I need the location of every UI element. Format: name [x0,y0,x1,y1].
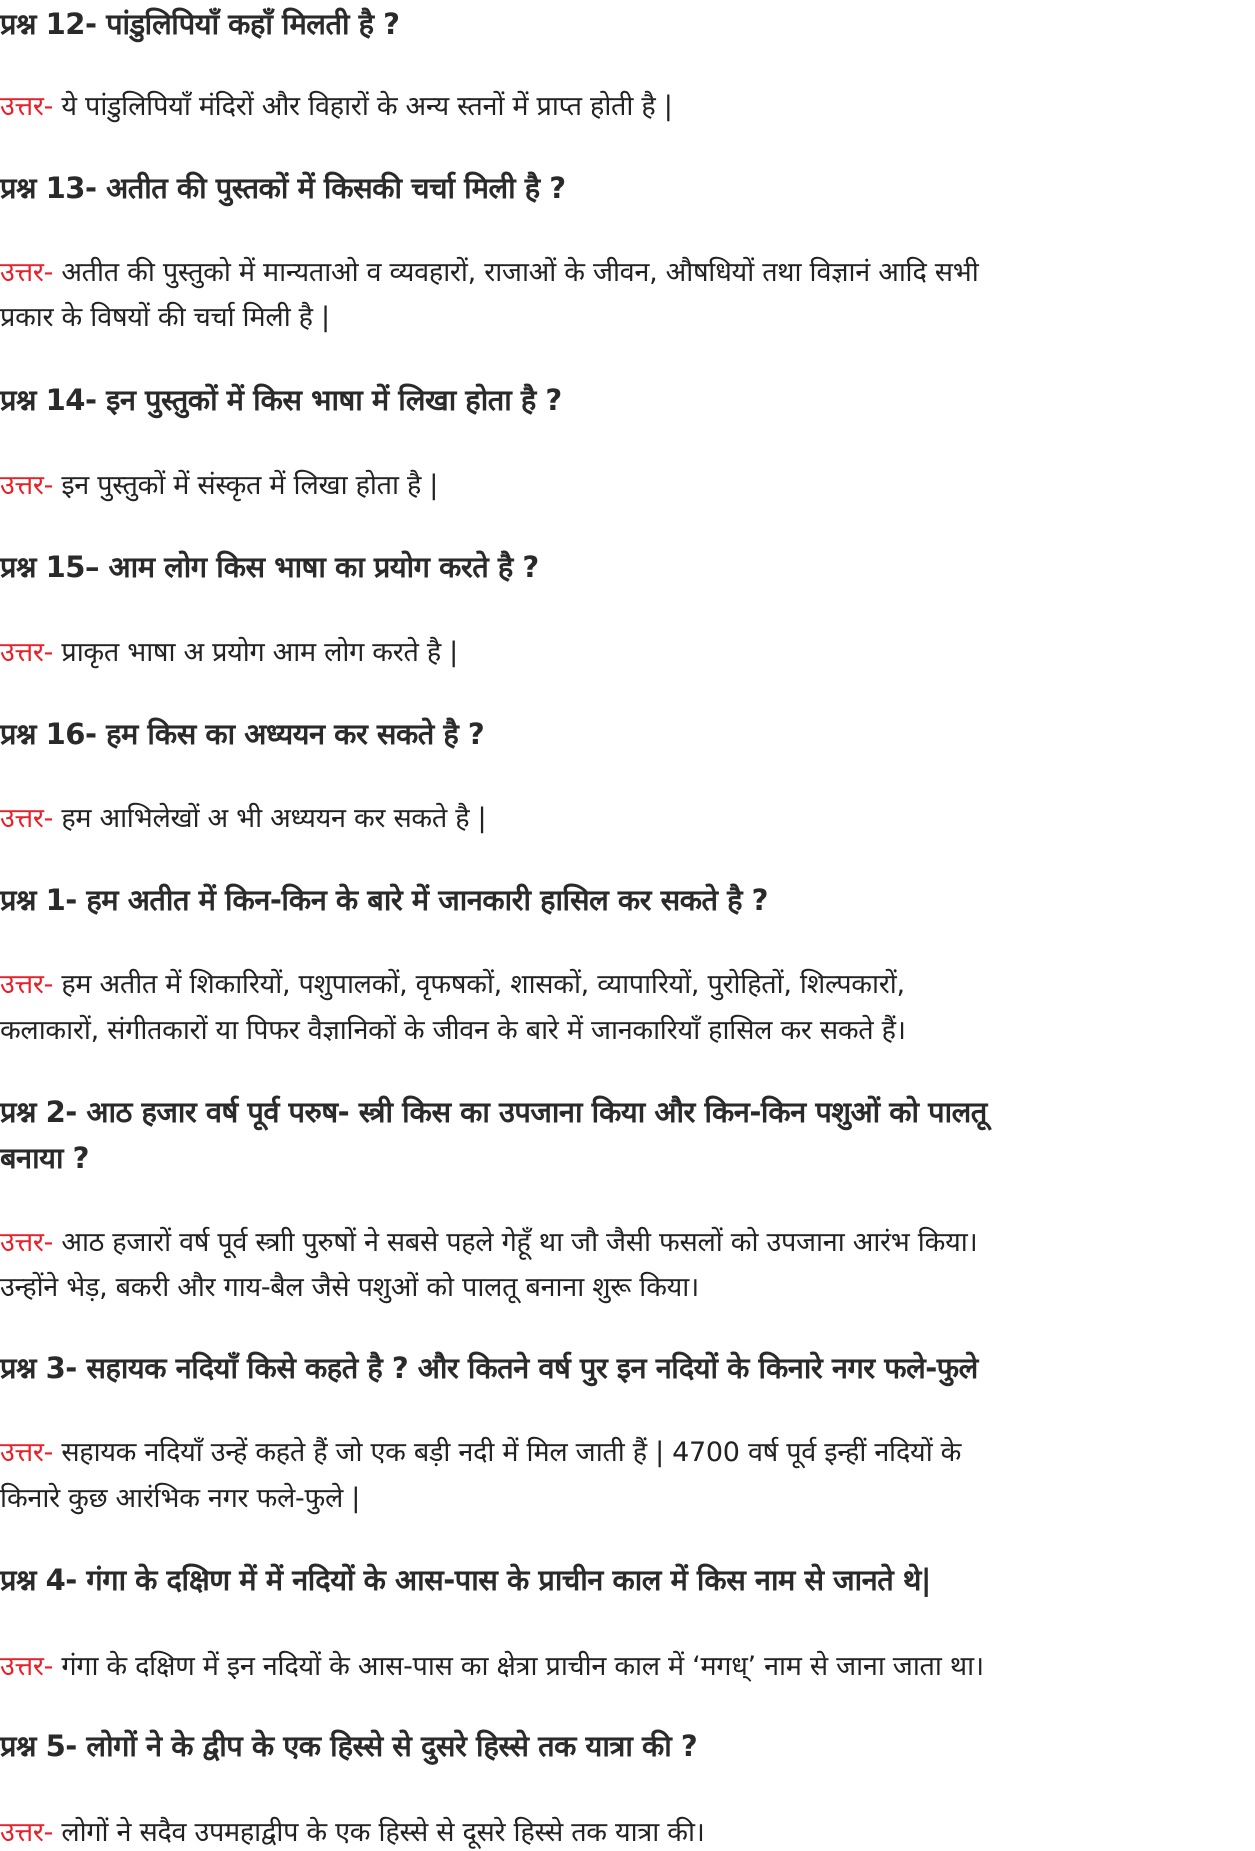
question-5: प्रश्न 5- लोगों ने के द्वीप के एक हिस्से से दुसरे हिस्से तक यात्रा की ? [0,1729,698,1763]
answer-text: हम आभिलेखों अ भी अध्ययन कर सकते है | [61,803,487,834]
answer-13 [0,252,978,289]
answer-3 [0,1432,961,1469]
answer-4 [0,1646,984,1683]
question-16: प्रश्न 16- हम किस का अध्ययन कर सकते है ? [0,717,485,751]
answer-label: उत्तर- [0,637,54,668]
answer-2 [0,1222,977,1259]
question-14: प्रश्न 14- इन पुस्तुकों में किस भाषा में लिखा होता है ? [0,383,562,417]
answer-16 [0,798,486,835]
answer-label: उत्तर- [0,1651,54,1682]
answer-15 [0,632,458,669]
question-3: प्रश्न 3- सहायक नदियाँ किसे कहते है ? और कितने वर्ष पुर इन नदियों के किनारे नगर फले-फुले [0,1351,978,1385]
answer-label: उत्तर- [0,1437,54,1468]
answer-text: सहायक नदियाँ उन्हें कहते हैं जो एक बड़ी नदी में मिल जाती हैं | 4700 वर्ष पूर्व इन्हीं नदियों के [61,1437,962,1468]
answer-label: उत्तर- [0,257,54,288]
question-4: प्रश्न 4- गंगा के दक्षिण में में नदियों के आस-पास के प्राचीन काल में किस नाम से जानते थे| [0,1563,932,1597]
answer-label: उत्तर- [0,1817,54,1848]
answer-label: उत्तर- [0,969,54,1000]
answer-text: ये पांडुलिपियाँ मंदिरों और विहारों के अन्य स्तनों में प्राप्त होती है | [61,91,673,122]
answer-5 [0,1812,705,1849]
answer-3-line2: किनारे कुछ आरंभिक नगर फले-फुले | [0,1483,361,1514]
answer-13-line2: प्रकार के विषयों की चर्चा मिली है | [0,302,330,333]
answer-label: उत्तर- [0,803,54,834]
question-12: प्रश्न 12- पांडुलिपियाँ कहाँ मिलती है ? [0,7,400,41]
answer-text: इन पुस्तुकों में संस्कृत में लिखा होता है | [61,470,439,501]
answer-2-line2: उन्होंने भेड़, बकरी और गाय-बैल जैसे पशुओं को पालतू बनाना शुरू किया। [0,1272,699,1303]
answer-text: आठ हजारों वर्ष पूर्व स्त्राी पुरुषों ने सबसे पहले गेहूँ था जौ जैसी फसलों को उपजाना आरंभ किया। [61,1227,978,1258]
question-2: प्रश्न 2- आठ हजार वर्ष पूर्व परुष- स्त्री किस का उपजाना किया और किन-किन पशुओं को पालतू [0,1095,987,1129]
answer-label: उत्तर- [0,470,54,501]
question-2-line2: बनाया ? [0,1141,89,1175]
answer-text: गंगा के दक्षिण में इन नदियों के आस-पास का क्षेत्रा प्राचीन काल में ‘मगध्’ नाम से जाना जाता था। [61,1651,984,1682]
answer-label: उत्तर- [0,91,54,122]
question-15: प्रश्न 15– आम लोग किस भाषा का प्रयोग करते है ? [0,550,539,584]
question-1: प्रश्न 1- हम अतीत में किन-किन के बारे में जानकारी हासिल कर सकते है ? [0,883,768,917]
answer-14 [0,465,438,502]
answer-1 [0,964,905,1001]
answer-text: प्राकृत भाषा अ प्रयोग आम लोग करते है | [61,637,458,668]
answer-label: उत्तर- [0,1227,54,1258]
answer-text: अतीत की पुस्तुको में मान्यताओ व व्यवहारों, राजाओं के जीवन, औषधियों तथा विज्ञानं आदि सभी [61,257,979,288]
answer-text: हम अतीत में शिकारियों, पशुपालकों, वृफषकों, शासकों, व्यापारियों, पुरोहितों, शिल्पकारों, [61,969,905,1000]
answer-text: लोगों ने सदैव उपमहाद्वीप के एक हिस्से से दूसरे हिस्से तक यात्रा की। [61,1817,705,1848]
answer-1-line2: कलाकारों, संगीतकारों या पिफर वैज्ञानिकों के जीवन के बारे में जानकारियाँ हासिल कर सकते हैं। [0,1015,906,1046]
answer-12 [0,86,673,123]
question-13: प्रश्न 13- अतीत की पुस्तकों में किसकी चर्चा मिली है ? [0,171,566,205]
